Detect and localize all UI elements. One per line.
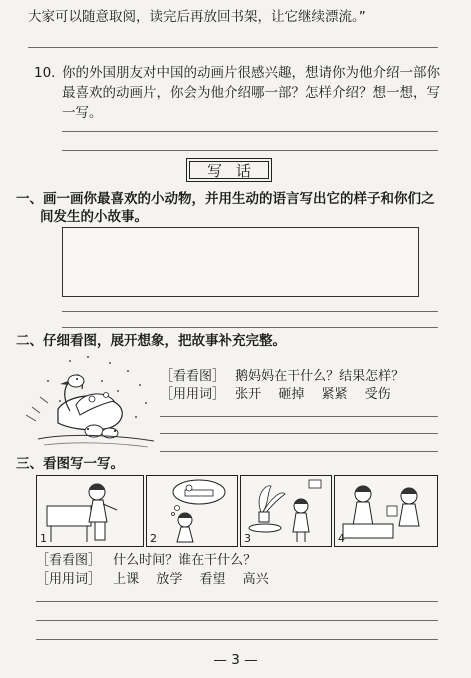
answer-line (28, 47, 438, 48)
task1-line2: 间发生的小故事。 (40, 209, 148, 225)
task3-look-row (36, 552, 256, 570)
word-chip: 受伤 (364, 387, 391, 402)
answer-line (62, 311, 438, 312)
comic-panel (334, 475, 438, 547)
task2-heading: 二、仔细看图，展开想象，把故事补充完整。 (16, 333, 286, 349)
page-number: — 3 — (213, 652, 258, 668)
word-chip: 紧紧 (321, 387, 348, 402)
word-chip: 砸掉 (278, 387, 305, 402)
q10-number: 10. (34, 65, 56, 81)
answer-line (36, 639, 438, 640)
q10-line1: 你的外国朋友对中国的动画片很感兴趣，想请你为他介绍一部你 (62, 65, 440, 81)
look-text: 鹅妈妈在干什么？结果怎样？ (235, 369, 405, 384)
answer-line (160, 416, 438, 417)
answer-line (62, 131, 438, 132)
look-text: 什么时间？谁在干什么？ (113, 553, 257, 568)
section-title: 写话 (189, 161, 269, 179)
q10-line3: 一写。 (62, 105, 103, 121)
comic-panel (240, 475, 332, 547)
word-chip: 看望 (199, 572, 226, 587)
section-title-box (186, 158, 272, 182)
word-chip: 高兴 (242, 572, 269, 587)
panel-number: 4 (338, 532, 345, 545)
answer-line (62, 150, 438, 151)
drawing-box[interactable] (62, 227, 419, 297)
task2-look-row (160, 368, 404, 386)
panel-number: 2 (150, 532, 157, 545)
hospital-visit-scene (335, 476, 437, 546)
top-text: 大家可以随意取阅，读完后再放回书架，让它继续漂流。” (28, 9, 366, 25)
word-chip: 上课 (113, 572, 140, 587)
answer-line (36, 620, 438, 621)
task2-use-row (160, 386, 404, 404)
panel-number: 1 (40, 532, 47, 545)
task3-use-row (36, 571, 282, 589)
use-label: ［用用词］ (160, 387, 226, 402)
answer-line (62, 327, 438, 328)
look-label: ［看看图］ (160, 369, 226, 384)
comic-panel (36, 475, 144, 547)
answer-line (160, 433, 438, 434)
word-chip: 放学 (156, 572, 183, 587)
classroom-scene (37, 476, 143, 546)
use-label: ［用用词］ (36, 572, 102, 587)
task1-line1: 一、画一画你最喜欢的小动物，并用生动的语言写出它的样子和你们之 (16, 191, 435, 207)
panel-number: 3 (244, 532, 251, 545)
task3-heading: 三、看图写一写。 (16, 456, 124, 472)
dream-bubble-scene (147, 476, 237, 546)
look-label: ［看看图］ (36, 553, 102, 568)
word-chip: 张开 (235, 387, 262, 402)
answer-line (160, 451, 438, 452)
comic-panel (146, 475, 238, 547)
answer-line (36, 601, 438, 602)
goose-illustration (18, 351, 158, 451)
q10-line2: 最喜欢的动画片，你会为他介绍哪一部？怎样介绍？想一想，写 (62, 85, 440, 101)
home-scene (241, 476, 331, 546)
